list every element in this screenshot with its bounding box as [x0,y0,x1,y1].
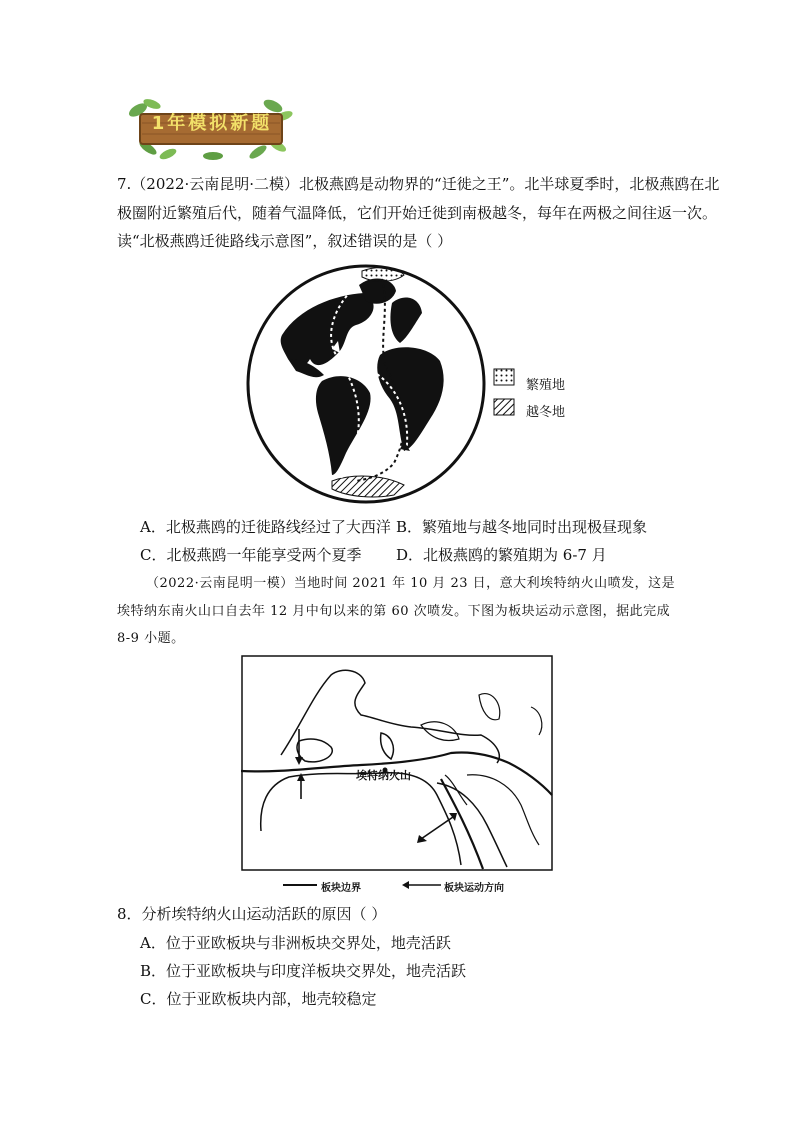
q7-stem-line2: 极圈附近繁殖后代，随着气温降低，它们开始迁徙到南极越冬，每年在两极之间往返一次。 [117,204,718,222]
q7-stem-line3: 读“北极燕鸥迁徙路线示意图”，叙述错误的是（ ） [117,232,453,250]
q8-9-intro-line1: （2022·云南昆明一模）当地时间 2021 年 10 月 23 日，意大利埃特纳火山喷发，这是 [146,576,676,591]
legend-breeding-label: 繁殖地 [526,378,566,393]
volcano-label: 埃特纳火山 [356,769,411,782]
legend-wintering-swatch [494,399,514,415]
q8-option-c[interactable]: C．位于亚欧板块内部，地壳较稳定 [140,990,377,1008]
q8-stem: 8．分析埃特纳火山运动活跃的原因（ ） [117,905,387,923]
banner-title: 1年模拟新题 [151,113,273,134]
legend-motion-label: 板块运动方向 [444,883,504,894]
q8-option-b[interactable]: B．位于亚欧板块与印度洋板块交界处，地壳活跃 [140,962,467,980]
q8-option-a[interactable]: A．位于亚欧板块与非洲板块交界处，地壳活跃 [140,934,451,952]
legend-boundary-label: 板块边界 [321,883,361,894]
q7-option-b[interactable]: B．繁殖地与越冬地同时出现极昼现象 [396,518,648,536]
q7-stem-line1: 7.（2022·云南昆明·二模）北极燕鸥是动物界的“迁徙之王”。北半球夏季时，北极燕鸥在北 [117,175,720,193]
q8-9-intro-line3: 8-9 小题。 [117,631,185,646]
tern-migration-map [244,263,574,506]
q7-option-c[interactable]: C．北极燕鸥一年能享受两个夏季 [140,546,362,564]
legend-wintering-label: 越冬地 [526,405,566,420]
q7-option-a[interactable]: A．北极燕鸥的迁徙路线经过了大西洋 [140,518,391,536]
q8-9-intro-line2: 埃特纳东南火山口自去年 12 月中旬以来的第 60 次喷发。下图为板块运动示意图，据此完成 [117,604,671,619]
q7-option-d[interactable]: D．北极燕鸥的繁殖期为 6-7 月 [396,546,607,564]
legend-breeding-swatch [494,369,514,385]
